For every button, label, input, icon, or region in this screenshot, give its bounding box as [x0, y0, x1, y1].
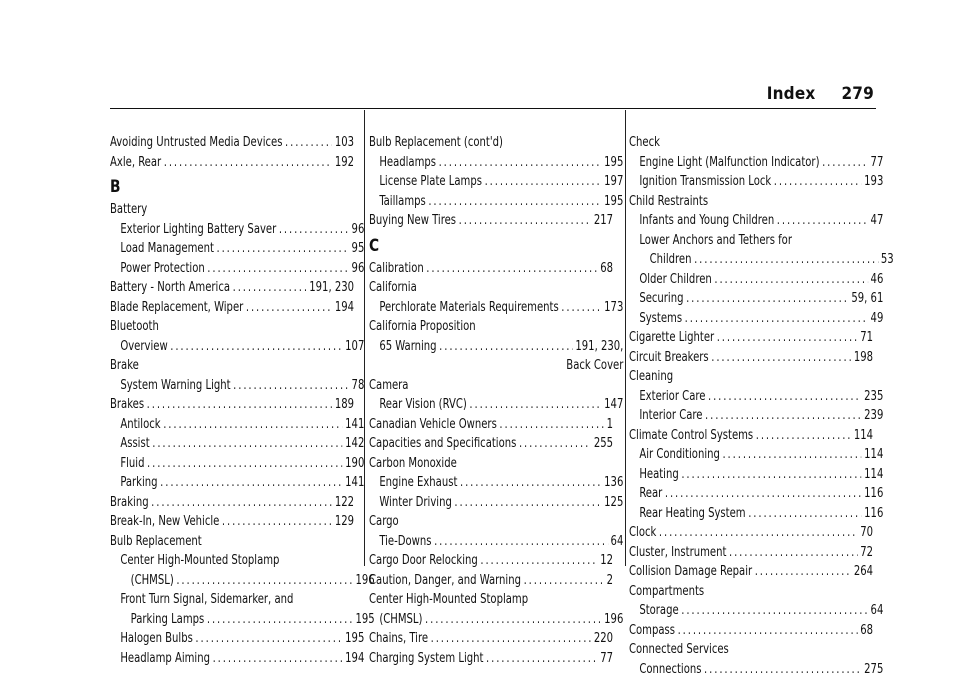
- entry-term: Capacities and Specifications: [369, 434, 516, 454]
- dot-leader: [216, 239, 348, 259]
- entry-term: Overview: [120, 337, 167, 357]
- page-reference: 194: [335, 298, 354, 318]
- index-entry: [629, 172, 883, 192]
- header-rule: [110, 108, 876, 109]
- entry-term: Compartments: [629, 582, 704, 602]
- page-reference: 191, 230: [309, 278, 354, 298]
- entry-term: Storage: [639, 601, 678, 621]
- entry-term: Battery - North America: [110, 278, 230, 298]
- page-reference: 116: [864, 504, 883, 524]
- dot-leader: [439, 153, 602, 173]
- index-entry: [369, 211, 613, 231]
- index-letter-heading: B: [110, 176, 330, 200]
- entry-term: Clock: [629, 523, 656, 543]
- dot-leader: [469, 395, 601, 415]
- dot-leader: [285, 133, 332, 153]
- entry-term: Winter Driving: [379, 493, 452, 513]
- dot-leader: [685, 309, 868, 329]
- entry-term: Break-In, New Vehicle: [110, 512, 219, 532]
- page-reference: 68: [860, 621, 873, 641]
- page-reference: 12: [600, 551, 613, 571]
- page-reference: 64: [611, 532, 624, 552]
- index-entry: [369, 649, 613, 669]
- entry-term: Air Conditioning: [639, 445, 720, 465]
- entry-term: California: [369, 278, 417, 298]
- entry-term: Headlamps: [379, 153, 436, 173]
- dot-leader: [714, 270, 868, 290]
- page-reference: 195: [355, 610, 374, 630]
- page-reference: 78: [352, 376, 365, 396]
- index-heading: [629, 367, 873, 387]
- dot-leader: [460, 473, 602, 493]
- page-reference: 264: [854, 562, 873, 582]
- index-entry: [110, 629, 364, 649]
- dot-leader: [170, 337, 342, 357]
- dot-leader: [711, 348, 851, 368]
- dot-leader: [164, 153, 332, 173]
- index-column-1: [110, 133, 354, 668]
- dot-leader: [708, 387, 862, 407]
- index-entry: [629, 484, 883, 504]
- column-divider: [364, 110, 365, 566]
- index-entry: [629, 601, 883, 621]
- index-heading: [629, 582, 873, 602]
- index-entry: [369, 610, 623, 630]
- dot-leader: [459, 211, 592, 231]
- dot-leader: [524, 571, 604, 591]
- dot-leader: [561, 298, 601, 318]
- dot-leader: [207, 259, 349, 279]
- dot-leader: [686, 289, 849, 309]
- entry-term: Connected Services: [629, 640, 729, 660]
- page-reference: 255: [594, 434, 613, 454]
- index-heading: [629, 231, 883, 251]
- dot-leader: [246, 298, 332, 318]
- index-entry: [629, 660, 883, 679]
- index-heading: [369, 376, 613, 396]
- page-reference: 46: [871, 270, 884, 290]
- entry-term: (CHMSL): [379, 610, 422, 630]
- index-entry: [369, 356, 623, 376]
- dot-leader: [195, 629, 342, 649]
- entry-term: Cluster, Instrument: [629, 543, 726, 563]
- entry-term: Climate Control Systems: [629, 426, 753, 446]
- page-number: 279: [841, 84, 874, 104]
- entry-term: Load Management: [120, 239, 214, 259]
- index-heading: [110, 551, 364, 571]
- column-divider: [625, 110, 626, 566]
- entry-term: Battery: [110, 200, 147, 220]
- index-heading: [110, 200, 354, 220]
- dot-leader: [163, 415, 342, 435]
- dot-leader: [426, 259, 597, 279]
- index-heading: [110, 590, 364, 610]
- entry-term: Perchlorate Materials Requirements: [379, 298, 558, 318]
- index-entry: [629, 621, 873, 641]
- entry-term: Bulb Replacement: [110, 532, 202, 552]
- entry-term: Calibration: [369, 259, 424, 279]
- entry-term: Taillamps: [379, 192, 425, 212]
- page-reference: 114: [854, 426, 873, 446]
- index-entry: [110, 649, 364, 669]
- entry-term: Chains, Tire: [369, 629, 428, 649]
- index-entry: [629, 348, 873, 368]
- dot-leader: [425, 610, 602, 630]
- page-reference: 196: [604, 610, 623, 630]
- index-entry: [369, 493, 623, 513]
- entry-term: Collision Damage Repair: [629, 562, 752, 582]
- page-reference: 198: [854, 348, 873, 368]
- entry-term: Tie-Downs: [379, 532, 431, 552]
- page-reference: 141: [345, 473, 364, 493]
- entry-term: Blade Replacement, Wiper: [110, 298, 243, 318]
- page-reference: 195: [345, 629, 364, 649]
- entry-term: Ignition Transmission Lock: [639, 172, 771, 192]
- page-reference: 114: [864, 445, 883, 465]
- page-reference: 193: [864, 172, 883, 192]
- index-entry: [629, 211, 883, 231]
- entry-term: Avoiding Untrusted Media Devices: [110, 133, 282, 153]
- dot-leader: [748, 504, 861, 524]
- entry-term: Check: [629, 133, 660, 153]
- index-heading: [369, 512, 613, 532]
- dot-leader: [431, 629, 592, 649]
- entry-term: Canadian Vehicle Owners: [369, 415, 497, 435]
- dot-leader: [151, 493, 332, 513]
- page-reference: 49: [871, 309, 884, 329]
- page-reference: 59, 61: [851, 289, 883, 309]
- page-reference: 71: [860, 328, 873, 348]
- index-entry: [629, 523, 873, 543]
- entry-term: Brakes: [110, 395, 144, 415]
- index-entry: [369, 629, 613, 649]
- page-reference: 195: [604, 192, 623, 212]
- dot-leader: [439, 337, 573, 357]
- index-entry: [369, 415, 613, 435]
- index-entry: [629, 562, 873, 582]
- entry-term: Axle, Rear: [110, 153, 161, 173]
- entry-term: Compass: [629, 621, 675, 641]
- dot-leader: [279, 220, 349, 240]
- dot-leader: [519, 434, 591, 454]
- entry-term: Bluetooth: [110, 317, 159, 337]
- page-reference: 96: [352, 220, 365, 240]
- entry-term: Systems: [639, 309, 682, 329]
- index-heading: [369, 133, 613, 153]
- page-reference: 147: [604, 395, 623, 415]
- entry-term: System Warning Light: [120, 376, 230, 396]
- index-heading: [629, 640, 873, 660]
- index-entry: [110, 415, 364, 435]
- entry-term: Cargo: [369, 512, 399, 532]
- page-reference: 107: [345, 337, 364, 357]
- page-reference: 1: [607, 415, 613, 435]
- page-reference: 239: [864, 406, 883, 426]
- page-reference: 96: [352, 259, 365, 279]
- index-entry: [110, 571, 375, 591]
- page-reference: 141: [345, 415, 364, 435]
- entry-term: Cleaning: [629, 367, 673, 387]
- entry-term: Securing: [639, 289, 683, 309]
- page-reference: 95: [352, 239, 365, 259]
- index-entry: [110, 133, 354, 153]
- entry-term: 65 Warning: [379, 337, 436, 357]
- index-entry: [110, 395, 354, 415]
- dot-leader: [717, 328, 858, 348]
- page-reference: 64: [871, 601, 884, 621]
- dot-leader: [207, 610, 353, 630]
- dot-leader: [774, 172, 862, 192]
- index-heading: [110, 317, 354, 337]
- index-entry: [369, 172, 623, 192]
- entry-term: Engine Exhaust: [379, 473, 457, 493]
- entry-term: Child Restraints: [629, 192, 708, 212]
- index-entry: [369, 259, 613, 279]
- index-column-2: [369, 133, 613, 668]
- page-reference: 47: [871, 211, 884, 231]
- entry-term: Exterior Care: [639, 387, 705, 407]
- index-entry: [110, 220, 364, 240]
- index-heading: [369, 454, 613, 474]
- index-entry: [629, 387, 883, 407]
- index-entry: [369, 532, 623, 552]
- index-entry: [629, 270, 883, 290]
- index-heading: [629, 192, 873, 212]
- dot-leader: [755, 562, 852, 582]
- page-reference: 220: [594, 629, 613, 649]
- index-heading: [629, 133, 873, 153]
- index-entry: [629, 309, 883, 329]
- dot-leader: [777, 211, 868, 231]
- page-reference: 275: [864, 660, 883, 679]
- dot-leader: [694, 250, 878, 270]
- page-reference: 142: [345, 434, 364, 454]
- page-reference: 194: [345, 649, 364, 669]
- index-entry: [110, 454, 364, 474]
- entry-term: Charging System Light: [369, 649, 483, 669]
- entry-term: Connections: [639, 660, 701, 679]
- entry-term: Camera: [369, 376, 408, 396]
- dot-leader: [722, 445, 861, 465]
- dot-leader: [176, 571, 353, 591]
- dot-leader: [152, 434, 342, 454]
- page-reference: 196: [355, 571, 374, 591]
- entry-term: Front Turn Signal, Sidemarker, and: [120, 590, 293, 610]
- entry-term: Caution, Danger, and Warning: [369, 571, 521, 591]
- index-entry: [110, 337, 364, 357]
- dot-leader: [665, 484, 862, 504]
- index-entry: [629, 406, 883, 426]
- page-reference: 2: [607, 571, 613, 591]
- entry-term: Carbon Monoxide: [369, 454, 457, 474]
- dot-leader: [454, 493, 601, 513]
- index-heading: [110, 356, 354, 376]
- index-entry: [369, 473, 623, 493]
- page-reference: 72: [860, 543, 873, 563]
- page-reference: 173: [604, 298, 623, 318]
- page-reference: 77: [600, 649, 613, 669]
- index-entry: [629, 328, 873, 348]
- index-entry: [629, 445, 883, 465]
- entry-term: Assist: [120, 434, 149, 454]
- entry-term: Back Cover: [566, 356, 623, 376]
- dot-leader: [499, 415, 604, 435]
- entry-term: Children: [650, 250, 692, 270]
- index-entry: [369, 153, 623, 173]
- dot-leader: [213, 649, 343, 669]
- index-entry: [369, 551, 613, 571]
- entry-term: Rear Heating System: [639, 504, 745, 524]
- dot-leader: [756, 426, 852, 446]
- entry-term: Brake: [110, 356, 139, 376]
- page-reference: 217: [594, 211, 613, 231]
- page-reference: 70: [860, 523, 873, 543]
- index-entry: [110, 376, 364, 396]
- index-entry: [369, 571, 613, 591]
- entry-term: Rear Vision (RVC): [379, 395, 466, 415]
- dot-leader: [434, 532, 608, 552]
- dot-leader: [704, 660, 862, 679]
- dot-leader: [233, 278, 307, 298]
- entry-term: Rear: [639, 484, 662, 504]
- page-reference: 197: [604, 172, 623, 192]
- entry-term: Buying New Tires: [369, 211, 456, 231]
- entry-term: Power Protection: [120, 259, 204, 279]
- entry-term: Lower Anchors and Tethers for: [639, 231, 792, 251]
- dot-leader: [147, 395, 333, 415]
- entry-term: Interior Care: [639, 406, 702, 426]
- page-reference: 116: [864, 484, 883, 504]
- index-entry: [110, 493, 354, 513]
- page-reference: 136: [604, 473, 623, 493]
- entry-term: Circuit Breakers: [629, 348, 709, 368]
- index-entry: [629, 504, 883, 524]
- index-entry: [629, 289, 883, 309]
- entry-term: License Plate Lamps: [379, 172, 482, 192]
- page-reference: 114: [864, 465, 883, 485]
- dot-leader: [480, 551, 597, 571]
- entry-term: Exterior Lighting Battery Saver: [120, 220, 276, 240]
- dot-leader: [705, 406, 862, 426]
- page-reference: 103: [335, 133, 354, 153]
- page-reference: 129: [335, 512, 354, 532]
- entry-term: Halogen Bulbs: [120, 629, 193, 649]
- entry-term: Antilock: [120, 415, 160, 435]
- index-entry: [369, 395, 623, 415]
- page-reference: 122: [335, 493, 354, 513]
- index-entry: [369, 298, 623, 318]
- index-entry: [110, 278, 354, 298]
- index-column-3: [629, 133, 873, 679]
- index-entry: [369, 337, 623, 357]
- page-reference: 125: [604, 493, 623, 513]
- dot-leader: [678, 621, 858, 641]
- entry-term: Parking: [120, 473, 157, 493]
- dot-leader: [485, 172, 602, 192]
- page-reference: 235: [864, 387, 883, 407]
- page-reference: 195: [604, 153, 623, 173]
- entry-term: Bulb Replacement (cont'd): [369, 133, 503, 153]
- entry-term: Cigarette Lighter: [629, 328, 714, 348]
- page-reference: 190: [345, 454, 364, 474]
- entry-term: Parking Lamps: [131, 610, 205, 630]
- dot-leader: [729, 543, 858, 563]
- dot-leader: [147, 454, 343, 474]
- index-entry: [110, 259, 364, 279]
- entry-term: California Proposition: [369, 317, 476, 337]
- page-reference: 53: [881, 250, 894, 270]
- entry-term: Engine Light (Malfunction Indicator): [639, 153, 819, 173]
- section-title: Index: [767, 84, 816, 104]
- dot-leader: [233, 376, 349, 396]
- entry-term: Infants and Young Children: [639, 211, 774, 231]
- dot-leader: [822, 153, 868, 173]
- index-entry: [110, 434, 364, 454]
- index-entry: [629, 426, 873, 446]
- index-entry: [629, 465, 883, 485]
- entry-term: Cargo Door Relocking: [369, 551, 478, 571]
- page-reference: 189: [335, 395, 354, 415]
- dot-leader: [160, 473, 342, 493]
- index-entry: [629, 153, 883, 173]
- page-reference: 77: [871, 153, 884, 173]
- entry-term: Fluid: [120, 454, 144, 474]
- index-entry: [110, 512, 354, 532]
- dot-leader: [659, 523, 858, 543]
- entry-term: Older Children: [639, 270, 711, 290]
- dot-leader: [681, 601, 868, 621]
- page-reference: 68: [600, 259, 613, 279]
- dot-leader: [486, 649, 598, 669]
- index-heading: [369, 278, 613, 298]
- index-heading: [110, 532, 354, 552]
- entry-term: Headlamp Aiming: [120, 649, 210, 669]
- dot-leader: [222, 512, 332, 532]
- index-entry: [110, 153, 354, 173]
- page-header: [767, 84, 874, 104]
- index-entry: [110, 239, 364, 259]
- index-entry: [110, 610, 375, 630]
- dot-leader: [681, 465, 861, 485]
- index-heading: [369, 317, 613, 337]
- entry-term: Braking: [110, 493, 149, 513]
- entry-term: Center High-Mounted Stoplamp: [369, 590, 528, 610]
- index-letter-heading: C: [369, 235, 589, 259]
- index-entry: [369, 434, 613, 454]
- dot-leader: [428, 192, 601, 212]
- entry-term: Center High-Mounted Stoplamp: [120, 551, 279, 571]
- index-entry: [629, 250, 894, 270]
- entry-term: (CHMSL): [131, 571, 174, 591]
- index-entry: [369, 192, 623, 212]
- index-entry: [110, 473, 364, 493]
- index-entry: [110, 298, 354, 318]
- entry-term: Heating: [639, 465, 678, 485]
- page-reference: 191, 230,: [575, 337, 623, 357]
- index-entry: [629, 543, 873, 563]
- index-heading: [369, 590, 613, 610]
- page-reference: 192: [335, 153, 354, 173]
